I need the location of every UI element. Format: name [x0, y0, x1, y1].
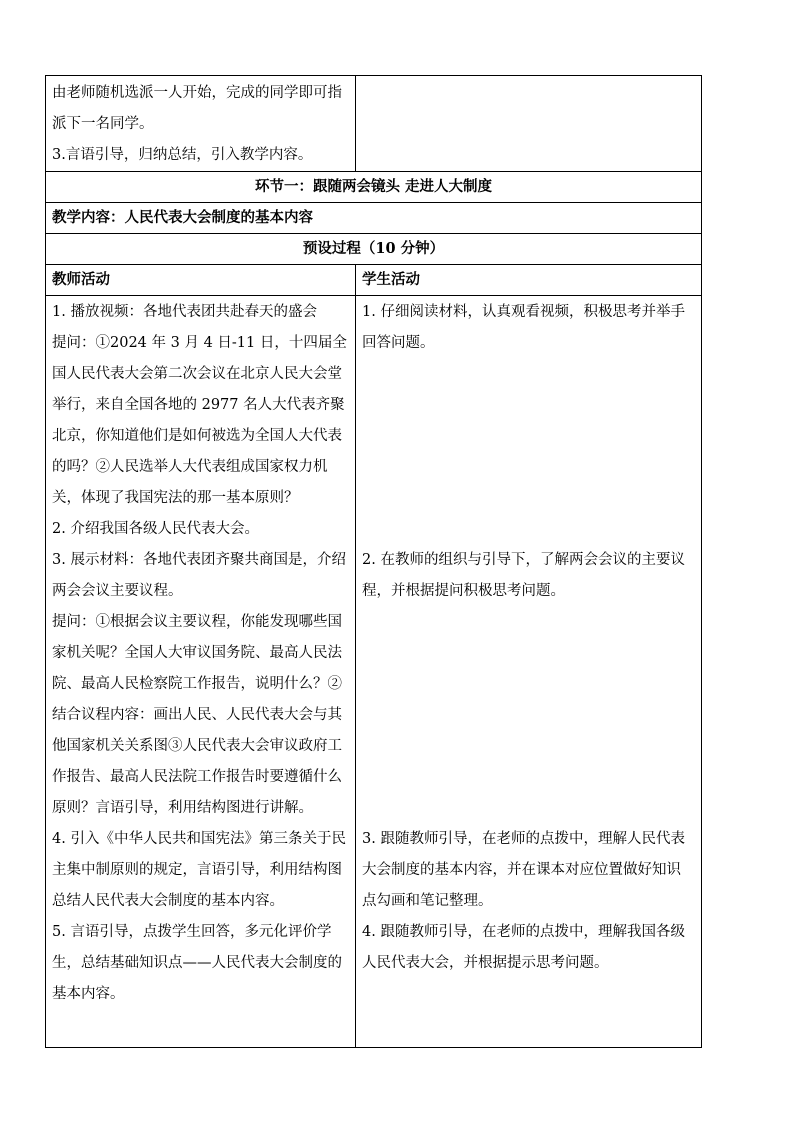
student-activity-cell: [356, 296, 702, 1048]
teacher-item-1: 1. 播放视频：各地代表团共赴春天的盛会: [52, 304, 317, 320]
teacher-activity-cell: [46, 296, 356, 1048]
student-item-3: 3. 跟随教师引导，在老师的点拨中，理解人民代表大会制度的基本内容，并在课本对应位置做好知识点勾画和笔记整理。: [362, 831, 685, 909]
student-item-1: 1. 仔细阅读材料，认真观看视频，积极思考并举手回答问题。: [362, 304, 685, 351]
student-item-2: 2. 在教师的组织与引导下，了解两会会议的主要议程，并根据提问积极思考问题。: [362, 552, 685, 599]
intro-teacher-line-2: 3.言语引导，归纳总结，引入教学内容。: [52, 147, 313, 163]
intro-teacher-cell: [46, 76, 356, 172]
teacher-item-2: 提问：①2024 年 3 月 4 日-11 日，十四届全国人民代表大会第二次会议在北京人民大会堂举行，来自全国各地的 2977 名人大代表齐聚北京，你知道他们是如何被选为全国人大代表的吗？②人民选举人大代表组成国家权力机关，体现了我国宪法的那一基本原则？: [52, 335, 347, 506]
lesson-plan-table: [45, 75, 702, 1048]
teacher-item-3: 2. 介绍我国各级人民代表大会。: [52, 521, 259, 537]
teacher-item-7: 5. 言语引导，点拨学生回答，多元化评价学生，总结基础知识点——人民代表大会制度的基本内容。: [52, 924, 342, 1002]
student-column-header: 学生活动: [356, 265, 702, 296]
process-title: 预设过程（10 分钟）: [46, 234, 702, 265]
intro-student-cell: [356, 76, 702, 172]
intro-row: [46, 76, 702, 172]
teacher-item-5: 提问：①根据会议主要议程，你能发现哪些国家机关呢？全国人大审议国务院、最高人民法院、最高人民检察院工作报告，说明什么？②结合议程内容：画出人民、人民代表大会与其他国家机关关系图③人民代表大会审议政府工作报告、最高人民法院工作报告时要遵循什么原则？言语引导，利用结构图进行讲解。: [52, 614, 342, 816]
teacher-item-4: 3. 展示材料：各地代表团齐聚共商国是，介绍两会会议主要议程。: [52, 552, 346, 599]
student-item-4: 4. 跟随教师引导，在老师的点拨中，理解我国各级人民代表大会，并根据提示思考问题。: [362, 924, 685, 971]
teacher-item-6: 4. 引入《中华人民共和国宪法》第三条关于民主集中制原则的规定，言语引导，利用结构图总结人民代表大会制度的基本内容。: [52, 831, 346, 909]
section-title: 环节一：跟随两会镜头 走进人大制度: [46, 172, 702, 203]
content-title: 教学内容：人民代表大会制度的基本内容: [46, 203, 702, 234]
intro-teacher-line-1: 由老师随机选派一人开始，完成的同学即可指派下一名同学。: [52, 85, 342, 132]
teacher-column-header: 教师活动: [46, 265, 356, 296]
activity-row: [46, 296, 702, 1048]
